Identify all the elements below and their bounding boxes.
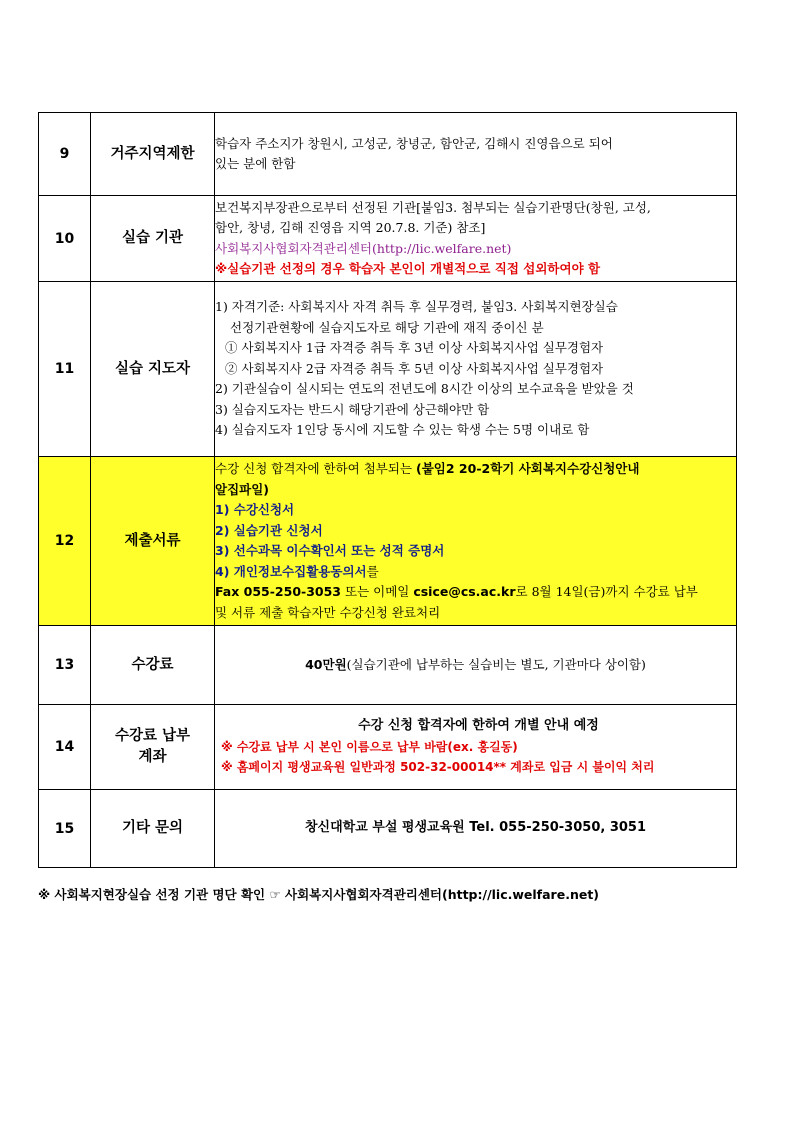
email-address[interactable]: csice@cs.ac.kr — [413, 584, 516, 599]
row-number: 14 — [39, 705, 91, 790]
content-line: 3) 실습지도자는 반드시 해당기관에 상근해야만 함 — [215, 401, 490, 417]
content-line — [215, 582, 736, 603]
row-number: 10 — [39, 196, 91, 282]
docs-suffix: 를 — [366, 563, 379, 579]
row-number: 9 — [39, 113, 91, 196]
document-item: 3) 선수과목 이수확인서 또는 성적 증명서 — [215, 543, 445, 558]
fax-number: Fax 055-250-3053 — [215, 584, 342, 599]
table-row — [39, 790, 737, 868]
welfare-center-link[interactable]: 사회복지사협회자격관리센터(http://lic.welfare.net) — [215, 240, 512, 256]
content-line: 4) 실습지도자 1인당 동시에 지도할 수 있는 학생 수는 5명 이내로 함 — [215, 422, 590, 438]
content-line — [215, 562, 736, 583]
content-line: 선정기관현황에 실습지도자로 해당 기관에 재직 중이신 분 — [230, 319, 544, 335]
attachment-text: 알집파일) — [215, 481, 270, 497]
content-line: 2) 기관실습이 실시되는 연도의 전년도에 8시간 이상의 보수교육을 받았을 것 — [215, 381, 634, 397]
deadline-text: 로 8월 14일(금)까지 수강료 납부 — [515, 584, 698, 599]
table-row — [39, 626, 737, 705]
content-line: ② 사회복지사 2급 자격증 취득 후 5년 이상 사회복지사업 실무경험자 — [225, 360, 604, 376]
content-line: 1) 자격기준: 사회복지사 자격 취득 후 실무경력, 붙임3. 사회복지현장실습 — [215, 299, 618, 315]
row-heading: 수강료 — [91, 626, 215, 705]
row-number: 11 — [39, 282, 91, 457]
intro-text: 수강 신청 합격자에 한하여 첨부되는 — [215, 461, 413, 476]
payment-info: 수강 신청 합격자에 한하여 개별 안내 예정 — [358, 718, 599, 734]
row-heading — [91, 705, 215, 790]
fee-amount: 40만원 — [305, 656, 347, 672]
row-heading: 제출서류 — [91, 457, 215, 626]
row-number: 13 — [39, 626, 91, 705]
deadline-text: 및 서류 제출 학습자만 수강신청 완료처리 — [215, 604, 441, 620]
table-row — [39, 705, 737, 790]
row-content — [215, 626, 737, 705]
row-content — [215, 457, 737, 626]
payment-note: ※ 수강료 납부 시 본인 이름으로 납부 바람(ex. 홍길동) — [221, 739, 518, 754]
row-content — [215, 282, 737, 457]
content-line: 있는 분에 한함 — [215, 156, 296, 171]
document-item: 4) 개인정보수집활용동의서 — [215, 563, 367, 579]
footnote: ※ 사회복지현장실습 선정 기관 명단 확인 ☞ 사회복지사협회자격관리센터(http://lic.welfare.net) — [38, 887, 600, 902]
table-row — [39, 196, 737, 282]
attachment-text: (붙임2 20-2학기 사회복지수강신청안내 — [416, 461, 640, 476]
row-heading: 기타 문의 — [91, 790, 215, 868]
row-heading: 거주지역제한 — [91, 113, 215, 196]
heading-line: 계좌 — [138, 749, 167, 765]
table-row — [39, 113, 737, 196]
document-item: 1) 수강신청서 — [215, 502, 295, 517]
content-line: 함안, 창녕, 김해 진영읍 지역 20.7.8. 기준) 참조] — [215, 220, 486, 235]
heading-line: 수강료 납부 — [114, 728, 191, 744]
content-line — [215, 459, 736, 480]
fee-note: (실습기관에 납부하는 실습비는 별도, 기관마다 상이함) — [346, 656, 646, 672]
row-content — [215, 705, 737, 790]
table-row — [39, 282, 737, 457]
document-item: 2) 실습기관 신청서 — [215, 522, 323, 538]
warning-text: ※실습기관 선정의 경우 학습자 본인이 개별적으로 직접 섭외하여야 함 — [215, 261, 601, 276]
row-number: 12 — [39, 457, 91, 626]
or-email-text: 또는 이메일 — [341, 584, 414, 599]
row-heading: 실습 기관 — [91, 196, 215, 282]
content-line: ① 사회복지사 1급 자격증 취득 후 3년 이상 사회복지사업 실무경험자 — [225, 340, 604, 356]
payment-note: ※ 홈페이지 평생교육원 일반과정 502-32-00014** 계좌로 입금 시 불이익 처리 — [221, 760, 655, 775]
row-content — [215, 196, 737, 282]
row-number: 15 — [39, 790, 91, 868]
contact-info: 창신대학교 부설 평생교육원 Tel. 055-250-3050, 3051 — [215, 790, 737, 868]
row-content — [215, 113, 737, 196]
content-line: 보건복지부장관으로부터 선정된 기관[붙임3. 첨부되는 실습기관명단(창원, 고성, — [215, 199, 651, 215]
info-table — [38, 112, 737, 868]
content-line: 학습자 주소지가 창원시, 고성군, 창녕군, 함안군, 김해시 진영읍으로 되어 — [215, 135, 613, 151]
row-heading: 실습 지도자 — [91, 282, 215, 457]
table-row — [39, 457, 737, 626]
